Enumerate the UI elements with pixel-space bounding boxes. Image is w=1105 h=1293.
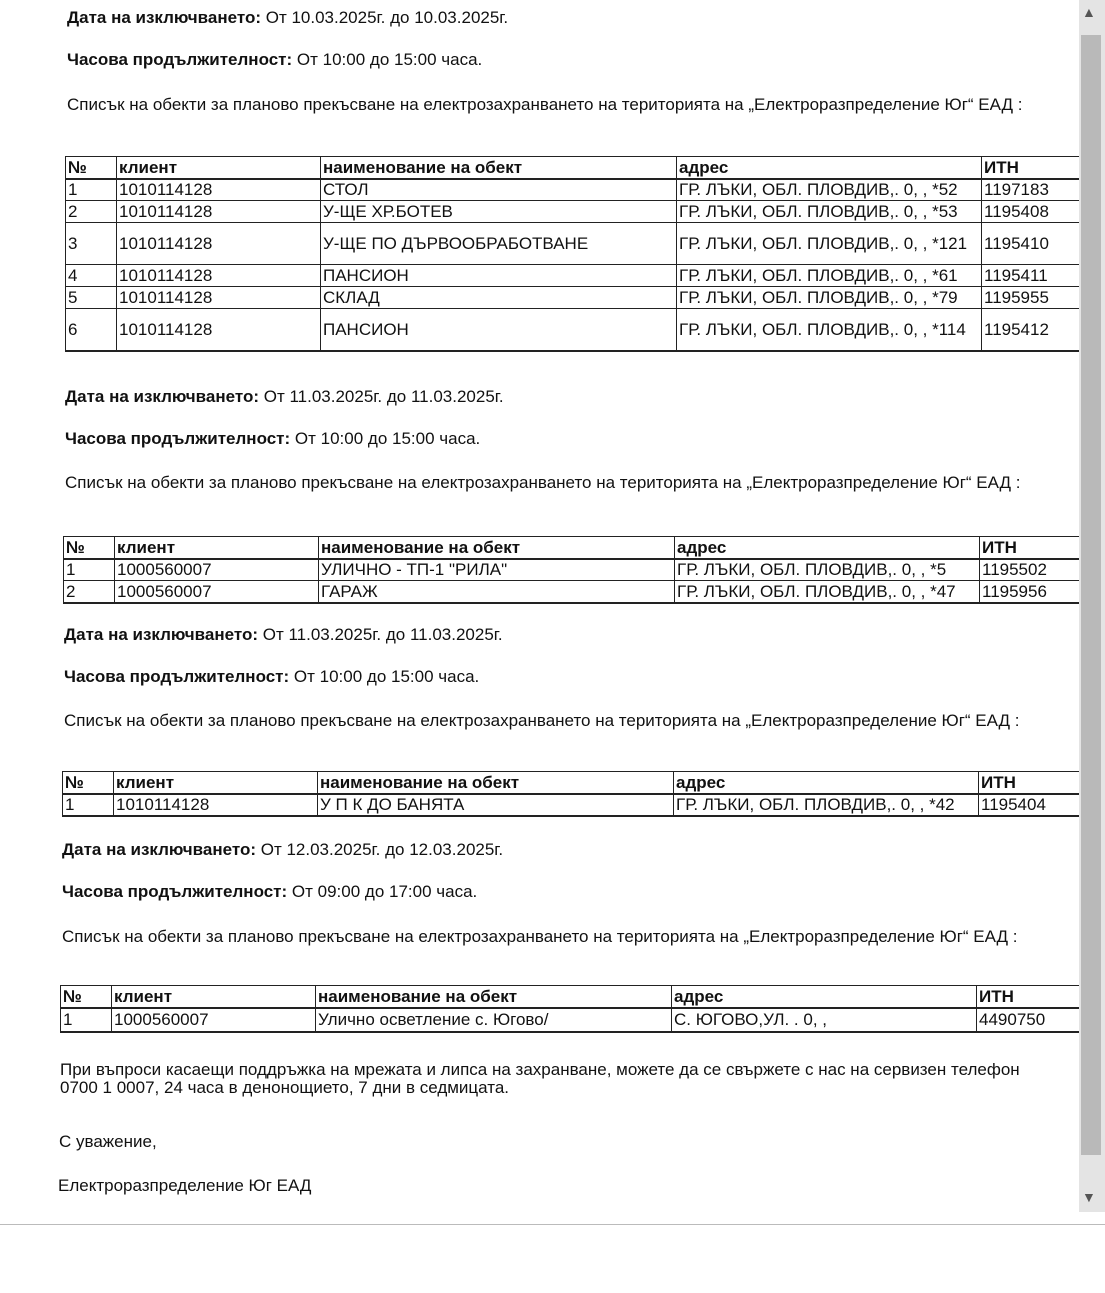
cell-itn: 1195411 xyxy=(982,265,1086,287)
table-row xyxy=(64,581,1084,603)
outage-date-line xyxy=(67,8,508,28)
date-label: Дата на изключването: xyxy=(64,625,258,644)
table-header-row xyxy=(64,537,1084,559)
cell-number: 2 xyxy=(64,581,115,603)
col-address-header: адрес xyxy=(675,537,980,559)
duration-line xyxy=(62,882,477,902)
objects-table xyxy=(60,985,1081,1033)
cell-object: СТОЛ xyxy=(321,179,677,201)
cell-object: Улично осветление с. Югово/ xyxy=(316,1008,672,1032)
arrow-down-icon[interactable]: ▼ xyxy=(1082,1189,1096,1205)
cell-itn: 1195956 xyxy=(980,581,1084,603)
cell-itn: 1195502 xyxy=(980,559,1084,581)
date-label: Дата на изключването: xyxy=(65,387,259,406)
cell-address: ГР. ЛЪКИ, ОБЛ. ПЛОВДИВ,. 0, , *52 xyxy=(677,179,982,201)
signature-line: Електроразпределение Юг ЕАД xyxy=(58,1176,312,1195)
cell-client: 1010114128 xyxy=(117,287,321,309)
date-label: Дата на изключването: xyxy=(67,8,261,27)
col-object-header: наименование на обект xyxy=(316,986,672,1008)
cell-object: У П К ДО БАНЯТА xyxy=(318,794,674,816)
duration-label: Часова продължителност: xyxy=(67,50,293,69)
cell-client: 1010114128 xyxy=(117,201,321,223)
cell-client: 1010114128 xyxy=(117,265,321,287)
cell-object: ПАНСИОН xyxy=(321,309,677,351)
contact-paragraph: При въпроси касаещи поддръжка на мрежата и липса на захранване, можете да се свържете с нас на сервизен телефон 0700 1 0007, 24 часа в денонощието, 7 дни в седмицата. xyxy=(60,1060,1020,1097)
duration-value: От 10:00 до 15:00 часа. xyxy=(296,50,483,69)
cell-client: 1010114128 xyxy=(117,223,321,265)
cell-itn: 1197183 xyxy=(982,179,1086,201)
col-address-header: адрес xyxy=(677,157,982,179)
col-object-header: наименование на обект xyxy=(318,772,674,794)
duration-value: От 10:00 до 15:00 часа. xyxy=(294,429,481,448)
cell-object: УЛИЧНО - ТП-1 "РИЛА" xyxy=(319,559,675,581)
cell-client: 1010114128 xyxy=(114,794,318,816)
cell-client: 1000560007 xyxy=(115,581,319,603)
col-itn-header: ИТН xyxy=(980,537,1084,559)
cell-client: 1010114128 xyxy=(117,179,321,201)
cell-itn: 4490750 xyxy=(977,1008,1081,1032)
cell-address: ГР. ЛЪКИ, ОБЛ. ПЛОВДИВ,. 0, , *79 xyxy=(677,287,982,309)
cell-address: ГР. ЛЪКИ, ОБЛ. ПЛОВДИВ,. 0, , *61 xyxy=(677,265,982,287)
table-row xyxy=(66,287,1086,309)
table-row xyxy=(66,179,1086,201)
cell-number: 2 xyxy=(66,201,117,223)
col-itn-header: ИТН xyxy=(977,986,1081,1008)
col-object-header: наименование на обект xyxy=(321,157,677,179)
table-row xyxy=(66,223,1086,265)
objects-table xyxy=(63,536,1084,604)
cell-itn: 1195410 xyxy=(982,223,1086,265)
cell-itn: 1195408 xyxy=(982,201,1086,223)
date-value: От 12.03.2025г. до 12.03.2025г. xyxy=(260,840,504,859)
col-client-header: клиент xyxy=(114,772,318,794)
table-header-row xyxy=(66,157,1086,179)
cell-client: 1010114128 xyxy=(117,309,321,351)
col-address-header: адрес xyxy=(674,772,979,794)
outage-date-line xyxy=(64,625,503,645)
cell-client: 1000560007 xyxy=(115,559,319,581)
cell-number: 3 xyxy=(66,223,117,265)
duration-label: Часова продължителност: xyxy=(65,429,291,448)
cell-number: 1 xyxy=(64,559,115,581)
cell-number: 5 xyxy=(66,287,117,309)
cell-itn: 1195412 xyxy=(982,309,1086,351)
duration-label: Часова продължителност: xyxy=(62,882,288,901)
date-value: От 11.03.2025г. до 11.03.2025г. xyxy=(262,625,503,644)
cell-object: СКЛАД xyxy=(321,287,677,309)
table-header-row xyxy=(61,986,1081,1008)
col-itn-header: ИТН xyxy=(982,157,1086,179)
col-number-header: № xyxy=(66,157,117,179)
cell-number: 6 xyxy=(66,309,117,351)
objects-intro: Списък на обекти за планово прекъсване на електрозахранването на територията на „Електроразпределение Юг“ ЕАД : xyxy=(62,927,1018,946)
cell-client: 1000560007 xyxy=(112,1008,316,1032)
duration-line xyxy=(67,50,482,70)
arrow-up-icon[interactable]: ▲ xyxy=(1082,4,1096,20)
date-value: От 10.03.2025г. до 10.03.2025г. xyxy=(265,8,509,27)
table-row xyxy=(66,309,1086,351)
col-client-header: клиент xyxy=(115,537,319,559)
col-client-header: клиент xyxy=(112,986,316,1008)
scrollbar-thumb[interactable] xyxy=(1081,35,1101,1155)
col-client-header: клиент xyxy=(117,157,321,179)
objects-table xyxy=(65,156,1086,352)
duration-label: Часова продължителност: xyxy=(64,667,290,686)
duration-value: От 09:00 до 17:00 часа. xyxy=(291,882,478,901)
col-object-header: наименование на обект xyxy=(319,537,675,559)
table-row xyxy=(64,559,1084,581)
cell-object: ГАРАЖ xyxy=(319,581,675,603)
table-row xyxy=(66,201,1086,223)
col-address-header: адрес xyxy=(672,986,977,1008)
date-value: От 11.03.2025г. до 11.03.2025г. xyxy=(263,387,504,406)
cell-itn: 1195955 xyxy=(982,287,1086,309)
table-row xyxy=(63,794,1083,816)
table-row xyxy=(66,265,1086,287)
cell-address: С. ЮГОВО,УЛ. . 0, , xyxy=(672,1008,977,1032)
cell-itn: 1195404 xyxy=(979,794,1083,816)
cell-object: ПАНСИОН xyxy=(321,265,677,287)
cell-address: ГР. ЛЪКИ, ОБЛ. ПЛОВДИВ,. 0, , *114 xyxy=(677,309,982,351)
cell-object: У-ЩЕ ПО ДЪРВООБРАБОТВАНЕ xyxy=(321,223,677,265)
cell-address: ГР. ЛЪКИ, ОБЛ. ПЛОВДИВ,. 0, , *42 xyxy=(674,794,979,816)
cell-number: 4 xyxy=(66,265,117,287)
date-label: Дата на изключването: xyxy=(62,840,256,859)
col-number-header: № xyxy=(64,537,115,559)
cell-number: 1 xyxy=(63,794,114,816)
duration-value: От 10:00 до 15:00 часа. xyxy=(293,667,480,686)
objects-intro: Списък на обекти за планово прекъсване на електрозахранването на територията на „Електроразпределение Юг“ ЕАД : xyxy=(64,711,1020,730)
outage-date-line xyxy=(65,387,504,407)
table-header-row xyxy=(63,772,1083,794)
regards-line: С уважение, xyxy=(59,1132,157,1151)
col-number-header: № xyxy=(61,986,112,1008)
objects-intro: Списък на обекти за планово прекъсване на електрозахранването на територията на „Електроразпределение Юг“ ЕАД : xyxy=(65,473,1021,492)
cell-number: 1 xyxy=(66,179,117,201)
col-number-header: № xyxy=(63,772,114,794)
col-itn-header: ИТН xyxy=(979,772,1083,794)
outage-date-line xyxy=(62,840,503,860)
duration-line xyxy=(64,667,479,687)
objects-table xyxy=(62,771,1083,817)
duration-line xyxy=(65,429,480,449)
cell-address: ГР. ЛЪКИ, ОБЛ. ПЛОВДИВ,. 0, , *53 xyxy=(677,201,982,223)
page-bottom-divider xyxy=(0,1224,1105,1225)
cell-address: ГР. ЛЪКИ, ОБЛ. ПЛОВДИВ,. 0, , *47 xyxy=(675,581,980,603)
table-row xyxy=(61,1008,1081,1032)
objects-intro: Списък на обекти за планово прекъсване на електрозахранването на територията на „Електроразпределение Юг“ ЕАД : xyxy=(67,95,1023,114)
cell-address: ГР. ЛЪКИ, ОБЛ. ПЛОВДИВ,. 0, , *5 xyxy=(675,559,980,581)
cell-address: ГР. ЛЪКИ, ОБЛ. ПЛОВДИВ,. 0, , *121 xyxy=(677,223,982,265)
cell-number: 1 xyxy=(61,1008,112,1032)
cell-object: У-ЩЕ ХР.БОТЕВ xyxy=(321,201,677,223)
